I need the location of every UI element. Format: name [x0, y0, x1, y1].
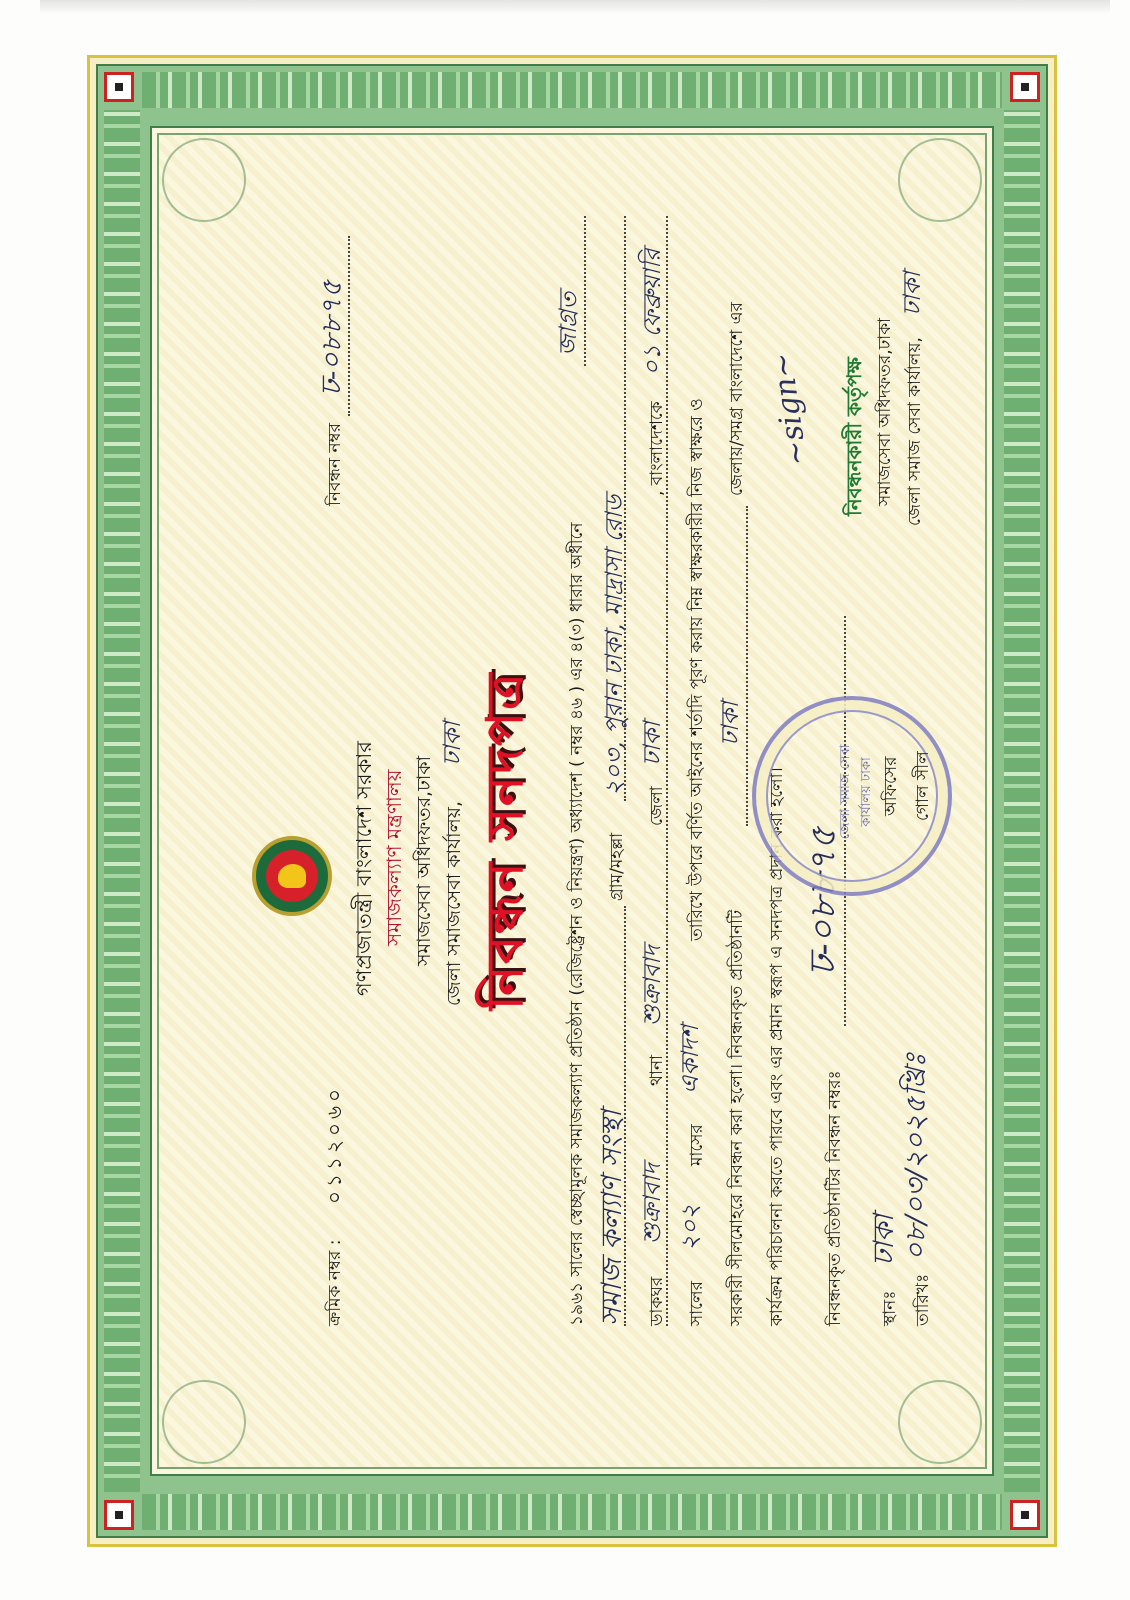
serial-label: ক্রমিক নম্বর :: [325, 1239, 345, 1326]
scan-edge: [40, 0, 1110, 14]
body-line1-dotline: [584, 216, 586, 366]
seal-text: জেলা সমাজ সেবা কার্যালয় ঢাকা: [838, 744, 874, 840]
certificate-content: [172, 136, 972, 1466]
certificate-title: নিবন্ধন সনদপত্র: [475, 671, 534, 1010]
corner-ornament-tl: [104, 72, 134, 102]
body-line1-hand: জাগ্রত: [554, 291, 582, 356]
department-name: সমাজসেবা অধিদফতর,ঢাকা: [413, 755, 435, 966]
body-line5-hand: ঢাকা: [716, 701, 744, 746]
corner-ornament-tr: [1010, 72, 1040, 102]
body-line2-dotline-b: [624, 216, 626, 801]
place-label: স্থানঃ: [880, 1290, 900, 1326]
body-line3-label-b: থানা: [647, 1054, 667, 1086]
date-hand: ০৮/০৩/২০২৫খ্রিঃ: [899, 1052, 932, 1261]
greek-key-right: [1004, 110, 1040, 1492]
greek-key-top: [142, 72, 1002, 108]
authority-dept: সমাজসেবা অধিদফতর,ঢাকা: [875, 317, 895, 506]
body-line4-text: তারিখে উপরে বর্ণিত আইনের শর্তাদি পূরণ করায় নিম্ন স্বাক্ষরকারীর নিজ স্বাক্ষরে ও: [687, 398, 707, 941]
body-line4-label-b: মাসের: [687, 1124, 707, 1166]
authority-office: জেলা সমাজ সেবা কার্যালয়,: [905, 337, 925, 526]
body-line3-label-c: জেলা: [647, 786, 667, 826]
body-line4-label-a: সালের: [687, 1280, 707, 1326]
district-office: জেলা সমাজসেবা কার্যালয়,: [443, 801, 465, 1006]
body-line5-text: সরকারী সীলমোহরে নিবন্ধন করা হলো। নিবন্ধনকৃত প্রতিষ্ঠানটি: [727, 909, 747, 1326]
body-line4-hand-a: ২০২: [676, 1204, 704, 1251]
serial-number: ০১১২০৬০: [322, 1085, 346, 1204]
body-line5-tail: জেলায়/সমগ্র বাংলাদেশে এর: [727, 302, 747, 496]
date-label: তারিখঃ: [913, 1273, 933, 1326]
body-line2-dotline-a: [624, 906, 626, 1326]
certificate: [87, 55, 1057, 1547]
office-label: অফিসের: [881, 756, 901, 816]
body-line3-hand-d: ০১ ফেব্রুয়ারি: [638, 248, 666, 376]
authority-office-hand: ঢাকা: [898, 271, 926, 316]
seal-label: গোল সীল: [913, 751, 933, 821]
government-name: গণপ্রজাতন্ত্রী বাংলাদেশ সরকার: [352, 741, 376, 996]
body-line2-hand-b: ২০৩, পুরান ঢাকা, মাদ্রাসা রোড: [600, 494, 628, 796]
body-line3-hand-a: শুক্রাবাদ: [638, 1163, 666, 1244]
body-line6-text: কার্যক্রম পরিচালনা করতে পারবে এবং এর প্রমান স্বরূপ এ সনদপত্র প্রদান করা হলো।: [767, 767, 787, 1326]
body-line3-label-d: , বাংলাদেশকে: [647, 401, 667, 496]
body-line3-hand-b: শুক্রাবাদ: [638, 945, 666, 1026]
body-line4-hand-b: একাদশ: [676, 1025, 704, 1094]
greek-key-left: [104, 110, 140, 1492]
ministry-name: সমাজকল্যাণ মন্ত্রণালয়: [382, 769, 406, 946]
government-emblem-icon: [252, 836, 332, 916]
reg-line-hand: ঢ-০৮৮৭৫: [803, 826, 844, 976]
authority-signature: ~sign~: [764, 350, 815, 468]
greek-key-bottom: [142, 1494, 1002, 1530]
body-line2-hand-a: সমাজ কল্যাণ সংস্থা: [595, 1110, 628, 1326]
district-office-hand: ঢাকা: [438, 721, 466, 766]
body-line2-label: গ্রাম/মহল্লা: [607, 832, 627, 901]
reg-line-label: নিবন্ধনকৃত প্রতিষ্ঠানটির নিবন্ধন নম্বরঃ: [825, 1070, 845, 1326]
reg-number-hand: ঢ-০৮৮৭৫: [315, 279, 348, 396]
authority-title: নিবন্ধনকারী কর্তৃপক্ষ: [842, 357, 866, 516]
body-line3-hand-c: ঢাকা: [638, 721, 666, 766]
corner-ornament-br: [1010, 1500, 1040, 1530]
place-hand: ঢাকা: [867, 1214, 900, 1266]
body-line5-dotline: [746, 506, 748, 826]
body-line3-label-a: ডাকঘর: [647, 1276, 667, 1326]
reg-label: নিবন্ধন নম্বর: [325, 423, 345, 506]
corner-ornament-bl: [104, 1500, 134, 1530]
body-line3-dotline: [666, 216, 668, 1326]
body-line1: ১৯৬১ সালের স্বেচ্ছামূলক সমাজকল্যাণ প্রতিষ্ঠান (রেজিষ্ট্রেশন ও নিয়ন্ত্রণ) অধ্যাদেশ ( নম্বর ৪৬ ) এর ৪(৩) ধারার অধীনে: [567, 522, 587, 1326]
